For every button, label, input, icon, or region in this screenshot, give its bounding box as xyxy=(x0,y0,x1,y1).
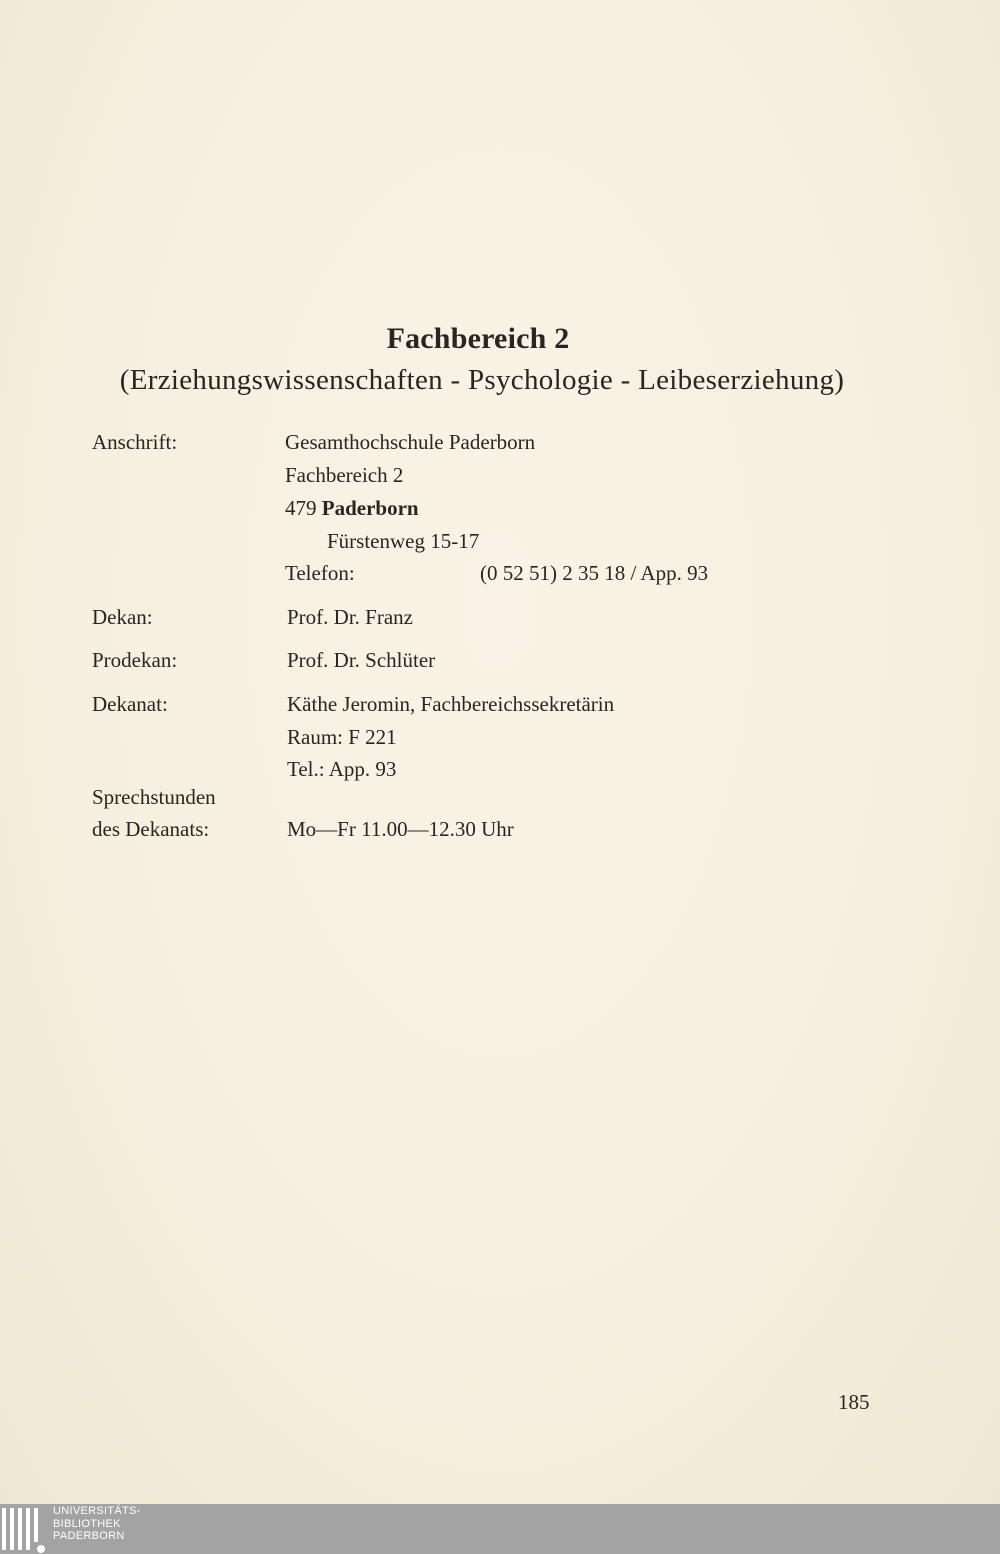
phone-value: (0 52 51) 2 35 18 / App. 93 xyxy=(480,561,709,585)
dean-label: Dekan: xyxy=(92,605,153,629)
address-line-1: Gesamthochschule Paderborn xyxy=(285,430,536,454)
address-street: Fürstenweg 15-17 xyxy=(327,529,480,553)
vice-dean-label: Prodekan: xyxy=(92,648,178,672)
office-phone: Tel.: App. 93 xyxy=(287,757,397,781)
office-label: Dekanat: xyxy=(92,692,168,716)
library-footer-bar xyxy=(0,1504,1000,1554)
library-logo-icon xyxy=(0,1504,48,1554)
library-logo-line-1: UNIVERSITÄTS- xyxy=(53,1505,141,1517)
library-logo-line-3: PADERBORN xyxy=(53,1530,125,1542)
library-logo-line-2: BIBLIOTHEK xyxy=(53,1517,121,1530)
address-label: Anschrift: xyxy=(92,430,178,454)
office-room: Raum: F 221 xyxy=(287,725,397,749)
page-subtitle: (Erziehungswissenschaften - Psychologie - Leibeserziehung) xyxy=(119,364,845,396)
office-name: Käthe Jeromin, Fachbereichssekretärin xyxy=(287,692,615,716)
address-line-2: Fachbereich 2 xyxy=(285,463,404,487)
vice-dean-value: Prof. Dr. Schlüter xyxy=(287,648,436,672)
hours-label-line-2: des Dekanats: xyxy=(92,817,210,841)
library-logo-text xyxy=(53,1505,141,1543)
hours-label-line-1: Sprechstunden xyxy=(92,785,216,809)
address-city: Paderborn xyxy=(321,496,419,520)
address-city-line xyxy=(285,496,419,521)
phone-label: Telefon: xyxy=(285,561,355,585)
dean-value: Prof. Dr. Franz xyxy=(287,605,413,629)
hours-value: Mo—Fr 11.00—12.30 Uhr xyxy=(287,817,514,841)
page-title: Fachbereich 2 xyxy=(386,322,570,355)
address-postcode: 479 xyxy=(285,496,317,520)
page-number: 185 xyxy=(838,1390,870,1414)
